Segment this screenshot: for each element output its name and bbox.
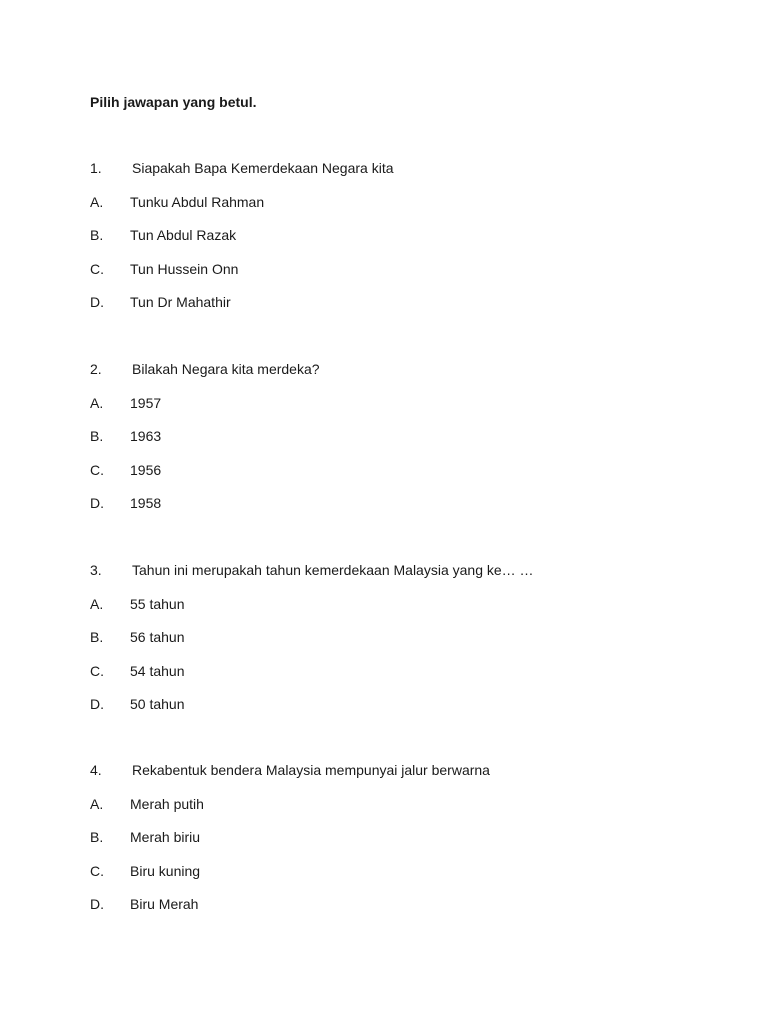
option-letter: C. [90, 862, 104, 879]
question-text: Siapakah Bapa Kemerdekaan Negara kita [132, 160, 394, 176]
option-letter: A. [90, 795, 104, 812]
question-3 [90, 561, 730, 713]
option-text: 56 tahun [130, 629, 185, 645]
question-text: Rekabentuk bendera Malaysia mempunyai jalur berwarna [132, 762, 490, 778]
question-line [90, 561, 730, 579]
question-line [90, 761, 730, 779]
option-c [90, 662, 730, 680]
option-d [90, 695, 730, 713]
question-number: 2. [90, 361, 102, 377]
option-text: 1957 [130, 394, 162, 411]
question-4 [90, 761, 730, 913]
option-text: Biru Merah [130, 896, 199, 912]
question-line [90, 159, 730, 177]
option-text: 54 tahun [130, 662, 185, 679]
option-letter: C. [90, 461, 104, 478]
option-letter: A. [90, 595, 104, 612]
option-text: Merah biriu [130, 829, 201, 845]
instruction-heading: Pilih jawapan yang betul. [90, 94, 257, 110]
option-text: 50 tahun [130, 696, 185, 712]
question-text: Tahun ini merupakah tahun kemerdekaan Malaysia yang ke… … [132, 562, 534, 578]
option-text: 1963 [130, 428, 162, 444]
option-letter: C. [90, 662, 104, 679]
option-a [90, 193, 730, 211]
question-number: 4. [90, 762, 102, 778]
option-text: 1956 [130, 461, 162, 478]
option-letter: B. [90, 629, 104, 645]
option-b [90, 427, 730, 445]
option-text: 55 tahun [130, 595, 185, 612]
option-a [90, 595, 730, 613]
option-a [90, 394, 730, 412]
option-letter: C. [90, 260, 104, 277]
option-b [90, 628, 730, 646]
question-text: Bilakah Negara kita merdeka? [132, 361, 320, 377]
option-text: Biru kuning [130, 862, 201, 879]
option-letter: B. [90, 428, 104, 444]
option-b [90, 226, 730, 244]
option-letter: B. [90, 227, 104, 243]
option-d [90, 895, 730, 913]
option-text: Tun Dr Mahathir [130, 294, 231, 310]
option-d [90, 293, 730, 311]
option-letter: D. [90, 696, 104, 712]
option-text: 1958 [130, 495, 162, 511]
question-number: 3. [90, 562, 102, 578]
option-letter: B. [90, 829, 104, 845]
question-line [90, 360, 730, 378]
option-letter: D. [90, 294, 104, 310]
question-1 [90, 159, 730, 311]
option-c [90, 260, 730, 278]
option-letter: D. [90, 896, 104, 912]
option-text: Merah putih [130, 795, 204, 812]
option-a [90, 795, 730, 813]
option-c [90, 461, 730, 479]
option-text: Tun Hussein Onn [130, 260, 239, 277]
option-letter: D. [90, 495, 104, 511]
question-number: 1. [90, 160, 102, 176]
option-text: Tun Abdul Razak [130, 227, 237, 243]
option-letter: A. [90, 193, 104, 210]
option-text: Tunku Abdul Rahman [130, 193, 265, 210]
option-b [90, 828, 730, 846]
question-2 [90, 360, 730, 512]
option-c [90, 862, 730, 880]
option-letter: A. [90, 394, 104, 411]
option-d [90, 494, 730, 512]
